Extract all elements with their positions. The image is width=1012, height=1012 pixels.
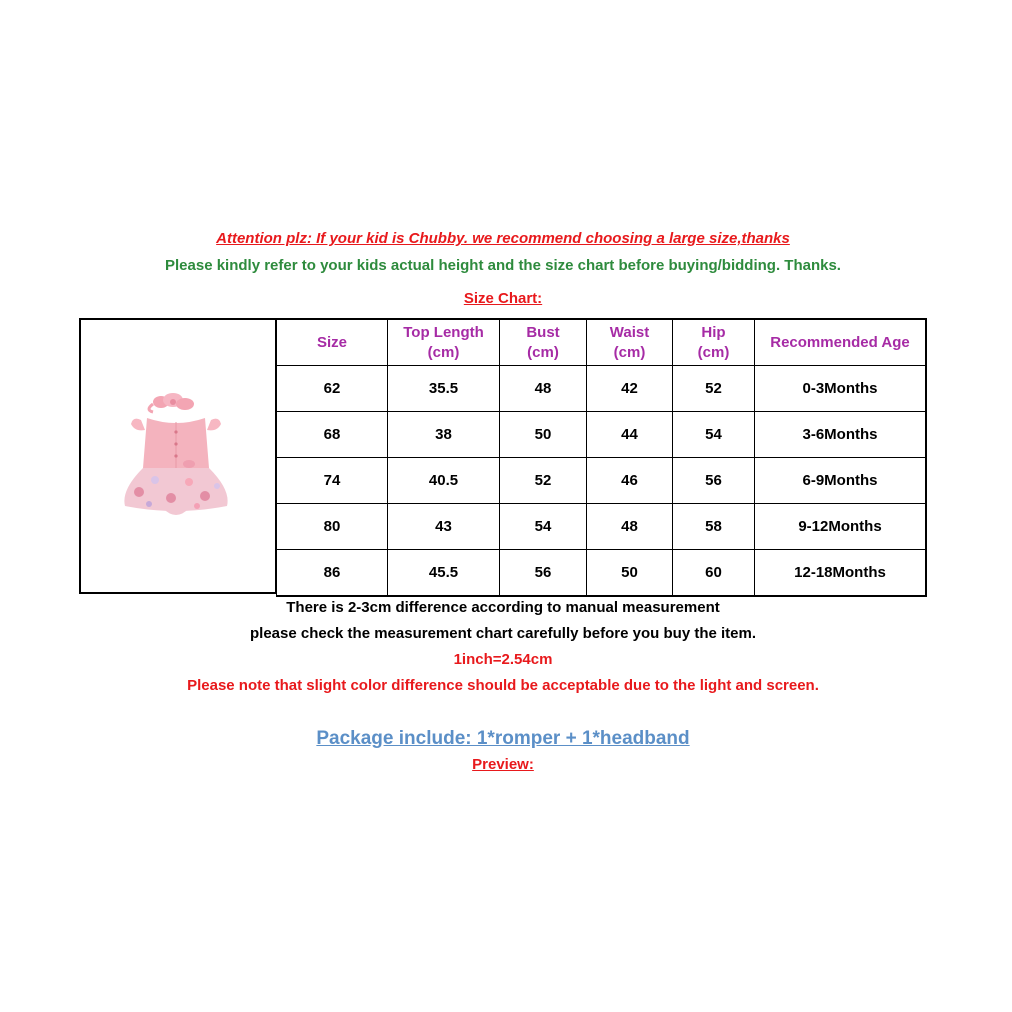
cell-top-length: 45.5 xyxy=(388,550,500,597)
inch-conversion-note: 1inch=2.54cm xyxy=(453,651,553,668)
cell-age: 6-9Months xyxy=(755,458,927,504)
cell-size: 74 xyxy=(277,458,388,504)
color-difference-note: Please note that slight color difference should be acceptable due to the light and screen. xyxy=(187,677,819,694)
header-hip: Hip (cm) xyxy=(673,319,755,366)
cell-bust: 50 xyxy=(500,412,587,458)
check-chart-note: please check the measurement chart carefully before you buy the item. xyxy=(249,625,756,642)
cell-size: 62 xyxy=(277,366,388,412)
table-row xyxy=(277,412,927,458)
cell-top-length: 35.5 xyxy=(388,366,500,412)
cell-size: 86 xyxy=(277,550,388,597)
size-table xyxy=(276,318,927,597)
preview-label: Preview: xyxy=(472,756,534,773)
cell-size: 68 xyxy=(277,412,388,458)
header-waist: Waist (cm) xyxy=(587,319,673,366)
cell-top-length: 43 xyxy=(388,504,500,550)
size-chart-title: Size Chart: xyxy=(463,290,543,307)
cell-bust: 56 xyxy=(500,550,587,597)
cell-bust: 48 xyxy=(500,366,587,412)
cell-age: 12-18Months xyxy=(755,550,927,597)
cell-waist: 48 xyxy=(587,504,673,550)
product-image-cell xyxy=(79,318,276,594)
cell-hip: 56 xyxy=(673,458,755,504)
cell-hip: 54 xyxy=(673,412,755,458)
cell-hip: 52 xyxy=(673,366,755,412)
headband-icon xyxy=(149,393,194,412)
cell-top-length: 38 xyxy=(388,412,500,458)
package-include: Package include: 1*romper + 1*headband xyxy=(316,728,690,749)
header-top-length: Top Length (cm) xyxy=(388,319,500,366)
romper-icon xyxy=(124,418,227,515)
cell-waist: 44 xyxy=(587,412,673,458)
cell-bust: 54 xyxy=(500,504,587,550)
table-header-row xyxy=(277,319,927,366)
header-bust: Bust (cm) xyxy=(500,319,587,366)
cell-waist: 46 xyxy=(587,458,673,504)
cell-age: 0-3Months xyxy=(755,366,927,412)
size-chart xyxy=(79,318,927,596)
attention-notice: Attention plz: If your kid is Chubby. we recommend choosing a large size,thanks xyxy=(216,230,790,247)
cell-size: 80 xyxy=(277,504,388,550)
cell-age: 9-12Months xyxy=(755,504,927,550)
cell-bust: 52 xyxy=(500,458,587,504)
cell-age: 3-6Months xyxy=(755,412,927,458)
header-recommended-age: Recommended Age xyxy=(755,319,927,366)
cell-waist: 42 xyxy=(587,366,673,412)
cell-top-length: 40.5 xyxy=(388,458,500,504)
cell-waist: 50 xyxy=(587,550,673,597)
header-size: Size xyxy=(277,319,388,366)
cell-hip: 60 xyxy=(673,550,755,597)
table-row xyxy=(277,366,927,412)
romper-product-image xyxy=(81,320,276,594)
refer-notice: Please kindly refer to your kids actual height and the size chart before buying/bidding. Thanks. xyxy=(165,257,841,274)
table-row xyxy=(277,504,927,550)
table-row xyxy=(277,458,927,504)
table-row xyxy=(277,550,927,597)
measurement-difference-note: There is 2-3cm difference according to manual measurement xyxy=(286,599,720,616)
cell-hip: 58 xyxy=(673,504,755,550)
